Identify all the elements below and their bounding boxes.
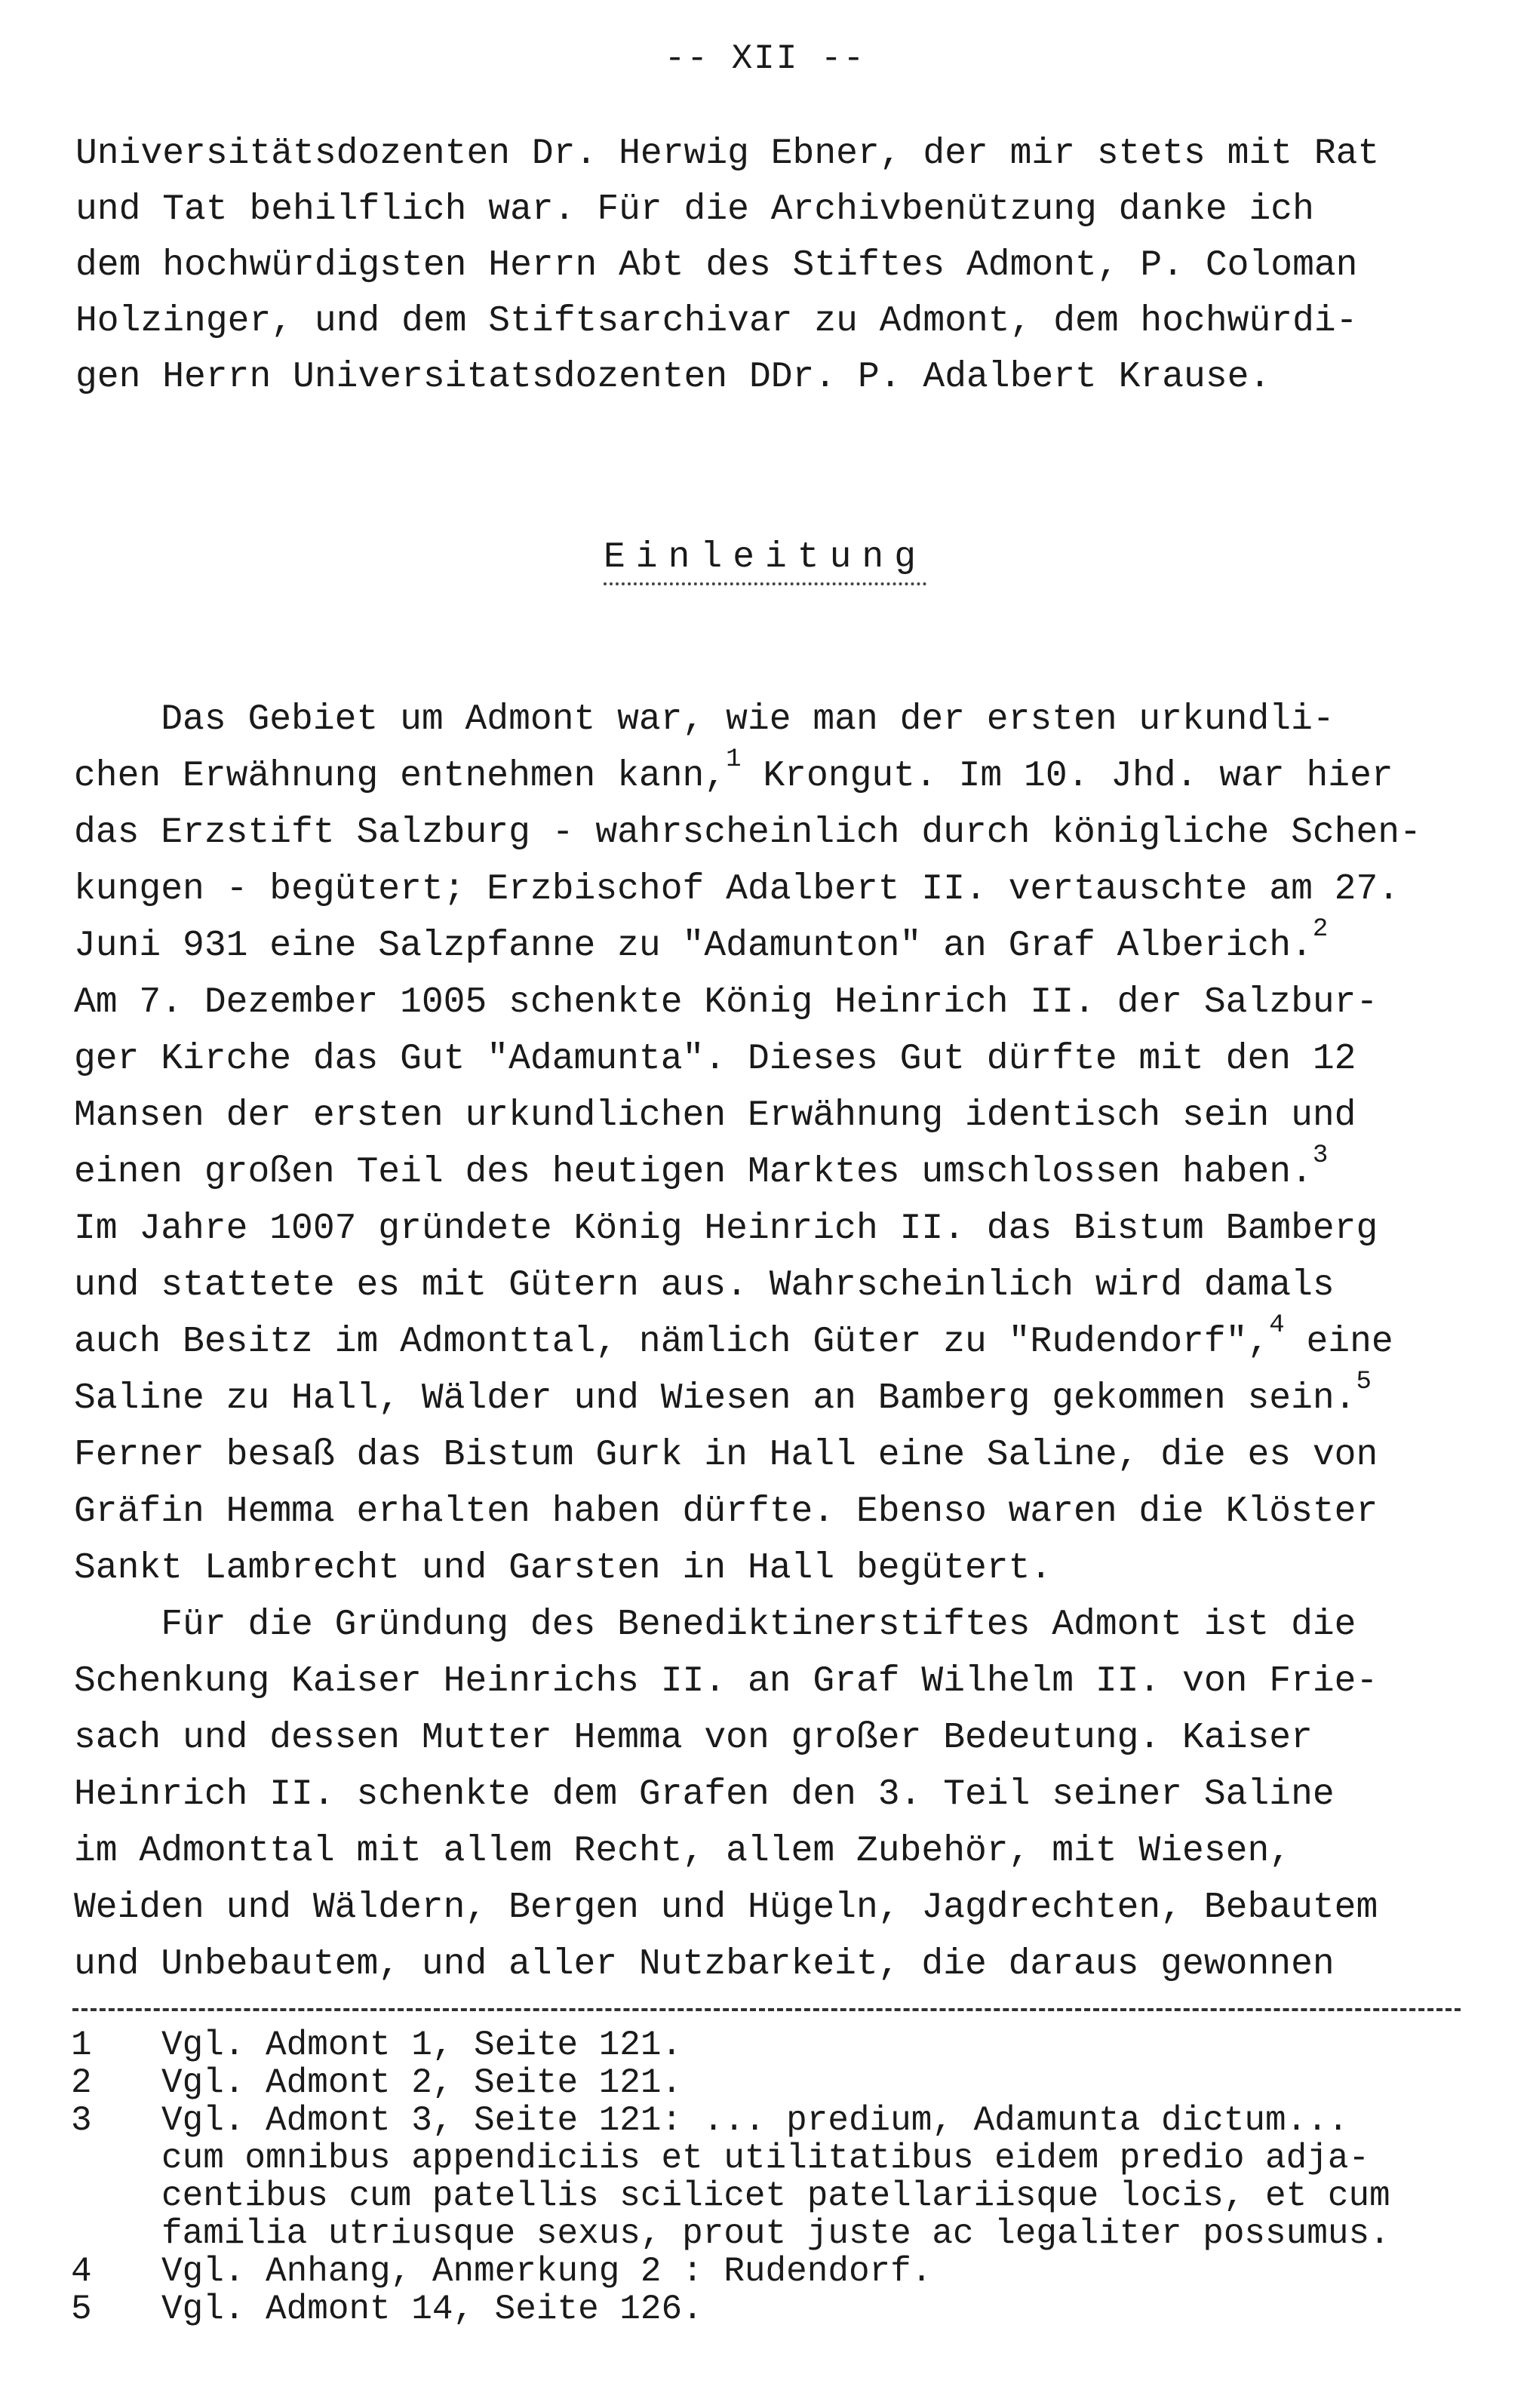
footnote-line bbox=[71, 2141, 1369, 2176]
intro-line: gen Herrn Universitatsdozenten DDr. P. Adalbert Krause. bbox=[75, 357, 1271, 398]
body-line: Für die Gründung des Benediktinerstiftes Admont ist die bbox=[74, 1605, 1356, 1645]
body-line: und Unbebautem, und aller Nutzbarkeit, die daraus gewonnen bbox=[74, 1944, 1335, 1985]
footnote-number: 5 bbox=[71, 2290, 92, 2329]
footnote-number: 1 bbox=[71, 2026, 92, 2065]
footnote-text: Vgl. Admont 2, Seite 121. bbox=[161, 2063, 683, 2102]
body-line bbox=[74, 915, 1329, 966]
body-line: sach und dessen Mutter Hemma von großer Bedeutung. Kaiser bbox=[74, 1718, 1313, 1758]
body-line: Das Gebiet um Admont war, wie man der ersten urkundli- bbox=[74, 699, 1335, 740]
body-line bbox=[74, 1311, 1393, 1362]
body-line: Mansen der ersten urkundlichen Erwähnung identisch sein und bbox=[74, 1095, 1356, 1136]
footnote-separator bbox=[72, 2008, 1461, 2011]
body-line: ger Kirche das Gut "Adamunta". Dieses Gut dürfte mit den 12 bbox=[74, 1039, 1356, 1080]
line-text: Saline zu Hall, Wälder und Wiesen an Bamberg gekommen sein. bbox=[74, 1378, 1356, 1419]
body-line: Heinrich II. schenkte dem Grafen den 3. Teil seiner Saline bbox=[74, 1774, 1335, 1815]
body-line: Ferner besaß das Bistum Gurk in Hall eine Saline, die es von bbox=[74, 1435, 1378, 1476]
line-text: einen großen Teil des heutigen Marktes umschlossen haben. bbox=[74, 1152, 1313, 1193]
body-line: im Admonttal mit allem Recht, allem Zubehör, mit Wiesen, bbox=[74, 1831, 1292, 1872]
footnote-line bbox=[71, 2254, 932, 2289]
intro-line: Universitätsdozenten Dr. Herwig Ebner, der mir stets mit Rat bbox=[75, 134, 1380, 174]
footnote-marker[interactable]: 4 bbox=[1269, 1311, 1285, 1340]
footnote-number: 2 bbox=[71, 2063, 92, 2102]
footnote-text: Vgl. Admont 14, Seite 126. bbox=[161, 2290, 703, 2329]
body-line bbox=[74, 745, 1393, 797]
intro-line: Holzinger, und dem Stiftsarchivar zu Admont, dem hochwürdi- bbox=[75, 301, 1358, 342]
footnote-line bbox=[71, 2103, 1348, 2138]
footnote-text: Vgl. Admont 3, Seite 121: ... predium, Adamunta dictum... bbox=[161, 2101, 1349, 2140]
line-text: eine bbox=[1284, 1322, 1393, 1362]
body-line: Gräfin Hemma erhalten haben dürfte. Ebenso waren die Klöster bbox=[74, 1491, 1378, 1532]
footnote-text: cum omnibus appendiciis et utilitatibus eidem predio adja- bbox=[161, 2139, 1370, 2178]
body-line: Schenkung Kaiser Heinrichs II. an Graf Wilhelm II. von Frie- bbox=[74, 1661, 1378, 1702]
body-line: Im Jahre 1007 gründete König Heinrich II. das Bistum Bamberg bbox=[74, 1209, 1378, 1249]
line-text: Juni 931 eine Salzpfanne zu "Adamunton" an Graf Alberich. bbox=[74, 926, 1313, 966]
footnote-line bbox=[71, 2292, 703, 2327]
body-line: und stattete es mit Gütern aus. Wahrscheinlich wird damals bbox=[74, 1265, 1335, 1306]
footnote-marker[interactable]: 3 bbox=[1312, 1141, 1329, 1170]
footnote-text: centibus cum patellis scilicet patellariisque locis, et cum bbox=[161, 2176, 1390, 2216]
body-line: Sankt Lambrecht und Garsten in Hall begütert. bbox=[74, 1548, 1052, 1589]
page-number: -- XII -- bbox=[664, 39, 866, 78]
intro-line: und Tat behilflich war. Für die Archivbenützung danke ich bbox=[75, 189, 1314, 230]
footnote-line bbox=[71, 2063, 683, 2102]
footnote-marker[interactable]: 1 bbox=[726, 745, 742, 774]
section-heading bbox=[0, 537, 1530, 578]
line-text: Krongut. Im 10. Jhd. war hier bbox=[741, 756, 1393, 797]
body-line: Weiden und Wäldern, Bergen und Hügeln, Jagdrechten, Bebautem bbox=[74, 1887, 1378, 1928]
footnote-number: 4 bbox=[71, 2252, 92, 2291]
footnote-line bbox=[71, 2026, 683, 2065]
footnote-marker[interactable]: 2 bbox=[1312, 915, 1329, 944]
section-heading-text: Einleitung bbox=[604, 537, 926, 585]
line-text: chen Erwähnung entnehmen kann, bbox=[74, 756, 727, 797]
footnote-text: familia utriusque sexus, prout juste ac legaliter possumus. bbox=[161, 2214, 1390, 2253]
footnote-text: Vgl. Anhang, Anmerkung 2 : Rudendorf. bbox=[161, 2252, 932, 2291]
footnote-text: Vgl. Admont 1, Seite 121. bbox=[161, 2026, 683, 2065]
body-line: kungen - begütert; Erzbischof Adalbert II. vertauschte am 27. bbox=[74, 869, 1400, 910]
intro-line: dem hochwürdigsten Herrn Abt des Stiftes Admont, P. Coloman bbox=[75, 245, 1358, 286]
footnote-number: 3 bbox=[71, 2101, 92, 2140]
body-line bbox=[74, 1141, 1329, 1193]
footnote-line bbox=[71, 2216, 1390, 2251]
footnote-marker[interactable]: 5 bbox=[1356, 1368, 1372, 1396]
body-line: das Erzstift Salzburg - wahrscheinlich durch königliche Schen- bbox=[74, 812, 1421, 853]
footnote-line bbox=[71, 2176, 1390, 2216]
body-line bbox=[74, 1368, 1372, 1419]
line-text: auch Besitz im Admonttal, nämlich Güter zu "Rudendorf", bbox=[74, 1322, 1270, 1362]
body-line: Am 7. Dezember 1005 schenkte König Heinrich II. der Salzbur- bbox=[74, 982, 1378, 1023]
